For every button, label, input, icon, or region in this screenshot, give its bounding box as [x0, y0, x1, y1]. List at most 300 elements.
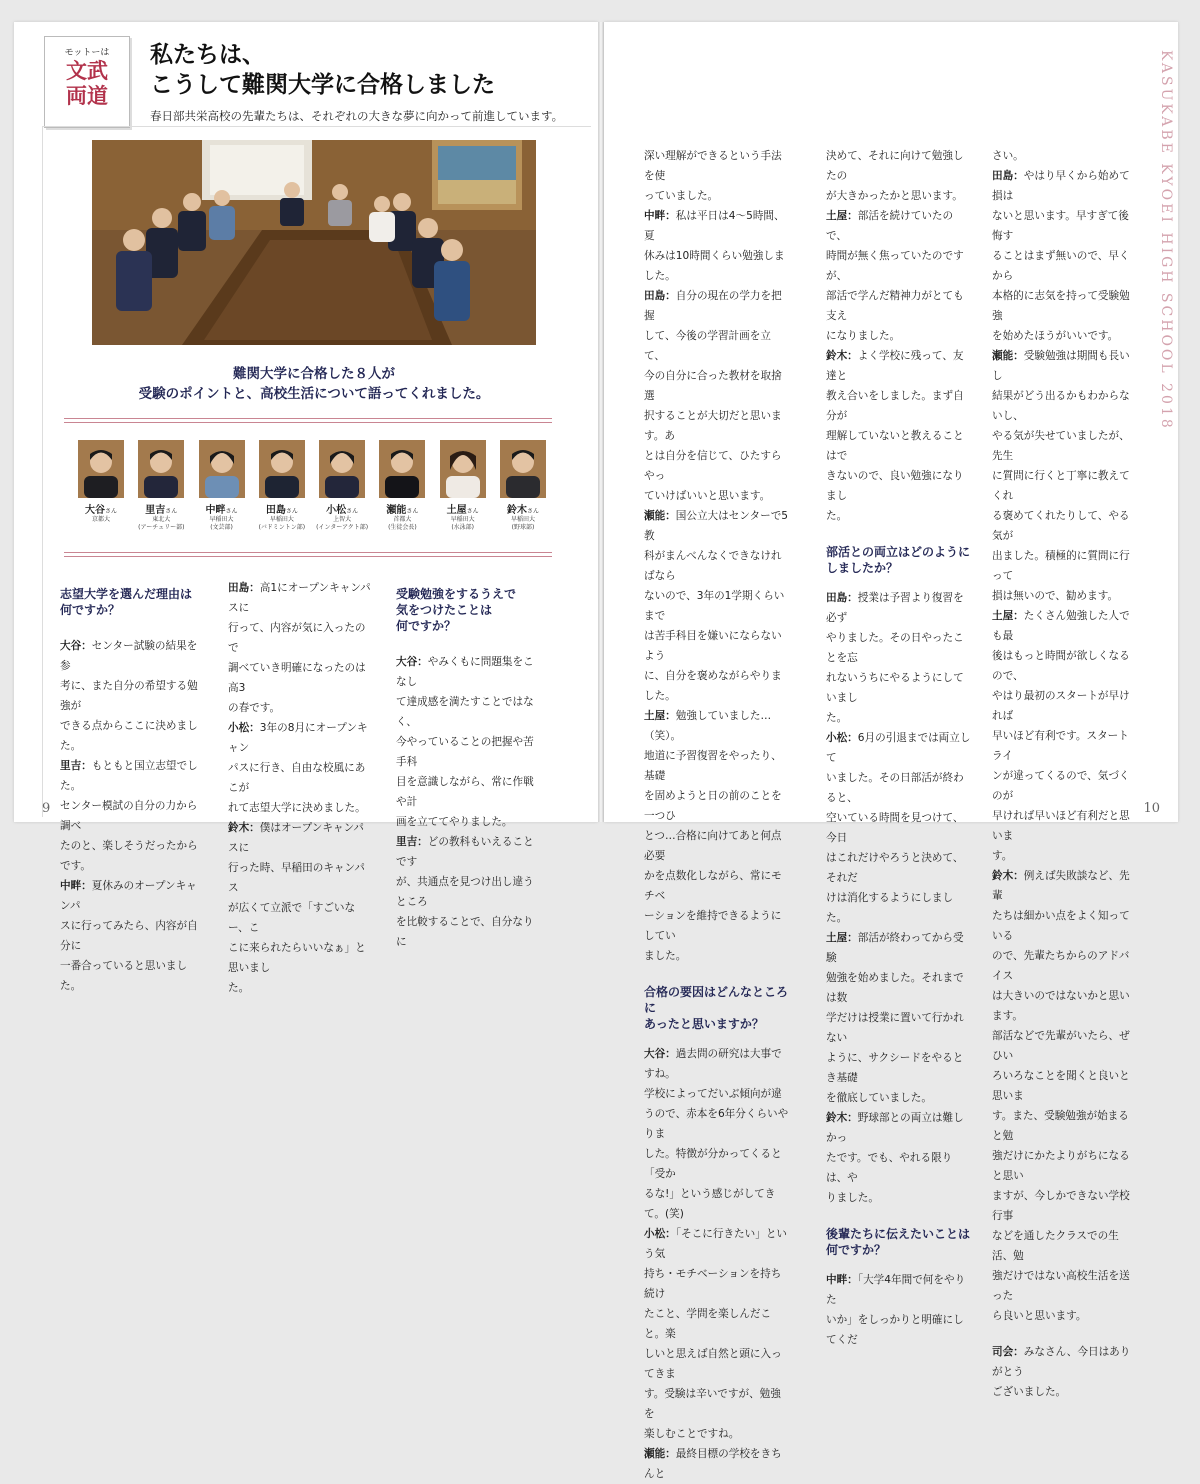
- speaker: 大谷：: [396, 656, 428, 668]
- student-school: 早稲田大: [209, 516, 234, 523]
- speech: た。: [826, 510, 848, 522]
- speaker: 土屋：: [826, 210, 858, 222]
- speech: 学だけは授業に置いて行かれない: [826, 1012, 964, 1044]
- dialogue-line: [228, 718, 374, 758]
- dialogue-line: [644, 946, 790, 966]
- speech: して、今後の学習計画を立て、: [644, 330, 771, 362]
- title-block: [150, 40, 590, 124]
- motto-line1: 文武: [66, 58, 108, 83]
- honorific: さん: [406, 508, 419, 515]
- portrait-photo: [319, 440, 365, 498]
- speech: 例えば失敗談など、先輩: [992, 870, 1130, 902]
- speech: 強だけにかたよりがちになると思い: [992, 1150, 1130, 1182]
- speaker: 瀬能：: [644, 1448, 676, 1460]
- dialogue-line: [992, 1146, 1138, 1186]
- dialogue-line: [644, 1424, 790, 1444]
- page-title-line1: 私たちは、: [150, 41, 265, 68]
- speaker: 土屋：: [826, 932, 858, 944]
- question-line: しましたか？: [826, 561, 899, 575]
- speech: 調べていき明確になったのは高3: [228, 662, 366, 694]
- dialogue-line: [826, 1108, 972, 1148]
- dialogue-line: [992, 1186, 1138, 1226]
- dialogue-line: [826, 728, 972, 768]
- speech: は大きいのではないかと思います。: [992, 990, 1130, 1022]
- speech: 教え合いをしました。まず自分が: [826, 390, 964, 422]
- dialogue-line: [826, 326, 972, 346]
- speech: ろいろなことを聞くと良いと思いま: [992, 1070, 1130, 1102]
- dialogue-line: [396, 872, 542, 912]
- dialogue-line: [644, 1304, 790, 1344]
- speech: 過去問の研究は大事ですね。: [644, 1048, 782, 1080]
- speech: いか」をしっかりと明確にしてくだ: [826, 1314, 964, 1346]
- dialogue-line: [396, 832, 542, 872]
- honorific: さん: [225, 508, 238, 515]
- dialogue-line: [826, 506, 972, 526]
- speech: 6月の引退までは両立して: [826, 732, 971, 764]
- portrait-photo: [500, 440, 546, 498]
- dialogue-line: [396, 692, 542, 732]
- speech: たのと、楽しそうだったからです。: [60, 840, 198, 872]
- page-title-line2: こうして難関大学に合格しました: [150, 71, 495, 98]
- speech: さい。: [992, 150, 1024, 162]
- speech: 部活などで先輩がいたら、ぜひい: [992, 1030, 1130, 1062]
- dialogue-line: [60, 796, 206, 836]
- dialogue-line: [826, 206, 972, 246]
- dialogue-line: [826, 928, 972, 968]
- dialogue-line: [644, 746, 790, 786]
- dialogue-line: [992, 686, 1138, 726]
- dialogue-line: [826, 346, 972, 386]
- dialogue-line: [60, 916, 206, 956]
- speech: に質問に行くと丁寧に教えてくれ: [992, 470, 1130, 502]
- speech: どの教科もいえることです: [396, 836, 534, 868]
- speech: 国公立大はセンターで5教: [644, 510, 789, 542]
- dialogue-line: [60, 636, 206, 676]
- speech: 出ました。積極的に質問に行って: [992, 550, 1130, 582]
- speech: 野球部との両立は難しかっ: [826, 1112, 964, 1144]
- page-number: 9: [42, 801, 51, 816]
- dialogue-line: [644, 486, 790, 506]
- dialogue-line: [644, 1264, 790, 1304]
- speaker: 土屋：: [992, 610, 1024, 622]
- dialogue-line: [992, 606, 1138, 646]
- speaker: 里吉：: [396, 836, 428, 848]
- speech: 私は平日は4～5時間、夏: [644, 210, 785, 242]
- dialogue-line: [228, 658, 374, 698]
- dialogue-line: [60, 956, 206, 996]
- speaker: 小松：: [644, 1228, 676, 1240]
- speaker: 田島：: [826, 592, 858, 604]
- speech: た。: [826, 712, 848, 724]
- speech: きないので、良い勉強になりまし: [826, 470, 964, 502]
- speech: とつ…合格に向けてあと何点必要: [644, 830, 782, 862]
- speech: やはり早くから始めて損は: [992, 170, 1130, 202]
- dialogue-line: [228, 798, 374, 818]
- dialogue-line: [644, 866, 790, 906]
- dialogue-line: [992, 546, 1138, 586]
- speech: 早いほど有利です。スタートライ: [992, 730, 1129, 762]
- speech: 地道に予習復習をやったり、基礎: [644, 750, 782, 782]
- student-school: 東北大: [152, 516, 171, 523]
- speaker: 鈴木：: [228, 822, 260, 834]
- speech: ないと思います。早すぎて後悔す: [992, 210, 1129, 242]
- column-2: [228, 578, 374, 998]
- speech: 強だけではない高校生活を送った: [992, 1270, 1130, 1302]
- dialogue-line: [644, 1444, 790, 1484]
- speech: かを点数化しながら、常にモチベ: [644, 870, 782, 902]
- dialogue-line: [228, 578, 374, 618]
- left-page: [14, 22, 598, 994]
- speech: いました。その日部活が終わると、: [826, 772, 964, 804]
- question-heading: [644, 984, 790, 1032]
- dialogue-line: [644, 1044, 790, 1084]
- speaker: 鈴木：: [826, 1112, 858, 1124]
- dialogue-line: [992, 466, 1138, 506]
- speech: やみくもに問題集をこなし: [396, 656, 534, 688]
- speech: 3年の8月にオープンキャン: [228, 722, 368, 754]
- dialogue-line: [644, 506, 790, 546]
- speech: 本格的に志気を持って受験勉強: [992, 290, 1130, 322]
- dialogue-line: [644, 146, 790, 186]
- dialogue-line: [644, 546, 790, 586]
- dialogue-line: [644, 826, 790, 866]
- dialogue-line: [826, 708, 972, 728]
- dialogue-line: [826, 1088, 972, 1108]
- closing-remarks: [992, 1342, 1138, 1402]
- dialogue-line: [644, 706, 790, 746]
- speech: 行った時、早稲田のキャンパス: [228, 862, 365, 894]
- dialogue-line: [644, 406, 790, 446]
- dialogue-line: [992, 386, 1138, 426]
- speaker: 瀬能：: [992, 350, 1024, 362]
- honorific: さん: [346, 508, 359, 515]
- speech: を徹底していました。: [826, 1092, 932, 1104]
- dialogue-line: [992, 846, 1138, 866]
- speech: ました。: [644, 950, 687, 962]
- speech: した。特徴が分かってくると「受か: [644, 1148, 782, 1180]
- dialogue-line: [826, 1148, 972, 1188]
- dialogue-line: [826, 246, 972, 286]
- speech: センター試験の結果を参: [60, 640, 198, 672]
- speech: す。: [992, 850, 1013, 862]
- dialogue-line: [826, 1270, 972, 1310]
- speaker: 小松：: [826, 732, 858, 744]
- student-name: 里吉: [145, 505, 166, 516]
- student-name: 瀬能: [386, 505, 407, 516]
- dialogue-line: [644, 626, 790, 666]
- dialogue-line: [992, 726, 1138, 766]
- question-heading: [826, 544, 972, 576]
- speech: けは消化するようにしました。: [826, 892, 954, 924]
- speaker: 大谷：: [60, 640, 92, 652]
- speaker: 鈴木：: [992, 870, 1024, 882]
- dialogue: [60, 636, 206, 996]
- speech: はこれだけやろうと決めて、それだ: [826, 852, 964, 884]
- speaker: 司会：: [992, 1346, 1024, 1358]
- speech: 高1にオープンキャンパスに: [228, 582, 371, 614]
- dialogue-line: [826, 286, 972, 326]
- dialogue-line: [826, 1008, 972, 1048]
- speech: よく学校に残って、友達と: [826, 350, 964, 382]
- student-card: [494, 440, 552, 532]
- question-line: 何ですか？: [826, 1243, 887, 1257]
- speech: 楽しむことですね。: [644, 1428, 740, 1440]
- speech: しいと思えば自然と頭に入ってきま: [644, 1348, 782, 1380]
- dialogue-line: [644, 786, 790, 826]
- dialogue-line: [992, 806, 1138, 846]
- dialogue-line: [644, 1344, 790, 1384]
- honorific: さん: [165, 508, 178, 515]
- student-card: [253, 440, 311, 532]
- dialogue-line: [228, 938, 374, 978]
- speech: になりました。: [826, 330, 901, 342]
- right-column-1: [644, 146, 790, 1484]
- dialogue-line: [228, 618, 374, 658]
- dialogue-line: [644, 286, 790, 326]
- speech: 夏休みのオープンキャンパ: [60, 880, 197, 912]
- dialogue-line: [60, 756, 206, 796]
- portrait-photo: [259, 440, 305, 498]
- speech: る褒めてくれたりして、やる気が: [992, 510, 1130, 542]
- dialogue-line: [644, 1184, 790, 1224]
- dialogue-line: [644, 586, 790, 626]
- speech: ることはまず無いので、早くから: [992, 250, 1130, 282]
- dialogue-line: [396, 912, 542, 952]
- dialogue-line: [992, 426, 1138, 466]
- student-school: 首都大: [393, 516, 412, 523]
- student-name: 土屋: [446, 505, 467, 516]
- question-heading: [396, 586, 542, 634]
- portrait-photo: [440, 440, 486, 498]
- dialogue-line: [992, 506, 1138, 546]
- speech: 時間が無く焦っていたのですが、: [826, 250, 964, 282]
- motto-label: モットーは: [64, 48, 110, 58]
- honorific: さん: [285, 508, 298, 515]
- speech: もともと国立志望でした。: [60, 760, 198, 792]
- speech: 今の自分に合った教材を取捨選: [644, 370, 782, 402]
- dialogue-line: [644, 246, 790, 286]
- motto-line2: 両道: [66, 83, 108, 108]
- dialogue-line: [826, 968, 972, 1008]
- speech: たちは細かい点をよく知っている: [992, 910, 1130, 942]
- dialogue-line: [826, 808, 972, 848]
- portrait-row: [72, 440, 552, 532]
- dialogue-line: [396, 652, 542, 692]
- dialogue-line: [992, 586, 1138, 606]
- dialogue-line: [826, 848, 972, 888]
- dialogue-line: [228, 978, 374, 998]
- right-column-3: [992, 146, 1138, 1402]
- question-line: 何ですか？: [396, 619, 457, 633]
- speech: たです。でも、やれる限りは、や: [826, 1152, 953, 1184]
- speech: が広くて立派で「すごいなー、こ: [228, 902, 356, 934]
- dialogue-line: [60, 676, 206, 716]
- student-name: 小松: [326, 505, 347, 516]
- student-school: 京都大: [91, 516, 110, 523]
- dialogue-line: [992, 246, 1138, 286]
- speaker: 土屋：: [644, 710, 676, 722]
- question-line: 合格の要因はどんなところに: [644, 985, 789, 1015]
- speaker: 鈴木：: [826, 350, 858, 362]
- dialogue-line: [992, 1306, 1138, 1326]
- speech: 画を立ててやりました。: [396, 816, 513, 828]
- student-card: [132, 440, 190, 532]
- speech: す。受験は辛いですが、勉強を: [644, 1388, 781, 1420]
- rule-top: [64, 418, 552, 423]
- dialogue-line: [826, 426, 972, 466]
- dialogue-line: [826, 588, 972, 628]
- dialogue-line: [992, 1026, 1138, 1066]
- speech: た。: [228, 982, 250, 994]
- speech: 損は無いので、勧めます。: [992, 590, 1119, 602]
- portrait-photo: [138, 440, 184, 498]
- dialogue-line: [992, 986, 1138, 1026]
- speech: 決めて、それに向けて勉強したの: [826, 150, 964, 182]
- speech: やはり最初のスタートが早ければ: [992, 690, 1130, 722]
- speech: スに行ってみたら、内容が自分に: [60, 920, 198, 952]
- dialogue-line: [992, 1106, 1138, 1146]
- speech: 択することが大切だと思います。あ: [644, 410, 782, 442]
- dialogue-line: [644, 326, 790, 366]
- column-3: [396, 586, 542, 952]
- dialogue-line: [396, 772, 542, 812]
- dialogue-line: [992, 1382, 1138, 1402]
- speech: やる気が失せていましたが、先生: [992, 430, 1130, 462]
- student-club: (文芸部): [210, 524, 233, 531]
- speech: 部活を続けていたので、: [826, 210, 954, 242]
- dialogue-line: [644, 186, 790, 206]
- dialogue-line: [644, 1104, 790, 1144]
- speaker: 中畔：: [826, 1274, 858, 1286]
- question-line: 部活との両立はどのように: [826, 545, 971, 559]
- speech: 行って、内容が気に入ったので: [228, 622, 366, 654]
- speech: ンが違ってくるので、気づくのが: [992, 770, 1130, 802]
- speech: っていました。: [644, 190, 719, 202]
- dialogue-line: [644, 366, 790, 406]
- dialogue-line: [60, 876, 206, 916]
- dialogue-line: [644, 906, 790, 946]
- student-name: 鈴木: [506, 505, 527, 516]
- speech: 学校によってだいぶ傾向が違: [644, 1088, 782, 1100]
- dialogue-line: [992, 646, 1138, 686]
- speech: が大きかったかと思います。: [826, 190, 963, 202]
- dialogue-line: [228, 898, 374, 938]
- speech: 考に、また自分の希望する勉強が: [60, 680, 198, 712]
- speech: 授業は予習より復習を必ず: [826, 592, 964, 624]
- student-school: 早稲田大: [269, 516, 294, 523]
- dialogue-line: [992, 286, 1138, 326]
- speech: に、自分を褒めながらやりました。: [644, 670, 782, 702]
- question-line: 何ですか？: [60, 603, 121, 617]
- speech: 早ければ早いほど有利だと思いま: [992, 810, 1130, 842]
- speech: 理解していないと教えることはで: [826, 430, 964, 462]
- student-name: 大谷: [84, 505, 105, 516]
- speech: ら良いと思います。: [992, 1310, 1087, 1322]
- vertical-title: KASUKABE KYOEI HIGH SCHOOL 2018: [1158, 50, 1174, 431]
- student-name: 中畔: [205, 505, 226, 516]
- speech: できる点からここに決めました。: [60, 720, 198, 752]
- dialogue-line: [644, 206, 790, 246]
- dialogue-line: [228, 858, 374, 898]
- dialogue-line: [826, 146, 972, 186]
- speech: て達成感を満たすことではなく、: [396, 696, 534, 728]
- speaker: 大谷：: [644, 1048, 676, 1060]
- dialogue-line: [644, 666, 790, 706]
- question-line: 気をつけたことは: [396, 603, 493, 617]
- dialogue-line: [992, 1266, 1138, 1306]
- speech: ーションを維持できるようにしてい: [644, 910, 782, 942]
- headline: [104, 364, 524, 404]
- portrait-photo: [379, 440, 425, 498]
- dialogue-line: [60, 836, 206, 876]
- speech: 勉強を始めました。それまでは数: [826, 972, 964, 1004]
- dialogue-line: [228, 818, 374, 858]
- speaker: 田島：: [228, 582, 260, 594]
- speech: センター模試の自分の力から調べ: [60, 800, 198, 832]
- dialogue-line: [826, 1048, 972, 1088]
- speech: 受験勉強は期間も長いし: [992, 350, 1130, 382]
- motto-box: [44, 36, 130, 128]
- speech: 後はもっと時間が欲しくなるので、: [992, 650, 1130, 682]
- dialogue-line: [644, 1224, 790, 1264]
- speaker: 中畔：: [60, 880, 92, 892]
- speech: 持ち・モチベーションを持ち続け: [644, 1268, 782, 1300]
- speech: たこと、学問を楽しんだこと。楽: [644, 1308, 772, 1340]
- dialogue-line: [826, 466, 972, 506]
- student-club: (水泳部): [451, 524, 475, 531]
- dialogue-line: [992, 866, 1138, 906]
- right-page: [604, 22, 1178, 1480]
- dialogue-line: [644, 1084, 790, 1104]
- column-1: [60, 586, 206, 996]
- speech: れないうちにやるようにしていまし: [826, 672, 964, 704]
- question-line: 後輩たちに伝えたいことは: [826, 1227, 971, 1241]
- speech: 一番合っていると思いました。: [60, 960, 188, 992]
- speech: 空いている時間を見つけて、今日: [826, 812, 964, 844]
- speech: やりました。その日やったことを忘: [826, 632, 964, 664]
- speech: 部活で学んだ精神力がとても支え: [826, 290, 964, 322]
- student-club: (生徒会長): [388, 524, 417, 531]
- student-club: (野球部): [511, 524, 535, 531]
- honorific: さん: [104, 508, 117, 515]
- dialogue-line: [826, 186, 972, 206]
- dialogue-line: [644, 446, 790, 486]
- portrait-photo: [78, 440, 124, 498]
- speech: 自分の現在の学力を把握: [644, 290, 782, 322]
- dialogue-line: [644, 1384, 790, 1424]
- dialogue-line: [992, 906, 1138, 946]
- dialogue-line: [992, 206, 1138, 246]
- page-number: 10: [1143, 801, 1160, 816]
- headline-line2: 受験のポイントと、高校生活について語ってくれました。: [138, 386, 490, 402]
- question-heading: [826, 1226, 972, 1258]
- speech: 「大学4年間で何をやりた: [826, 1274, 966, 1306]
- speech: す。また、受験勉強が始まると勉: [992, 1110, 1129, 1142]
- dialogue-line: [396, 732, 542, 772]
- speech: ないので、3年の1学期くらいまで: [644, 590, 785, 622]
- dialogue-line: [228, 758, 374, 798]
- question-heading: [60, 586, 206, 618]
- student-name: 田島: [265, 505, 286, 516]
- dialogue-line: [826, 1310, 972, 1350]
- speech: 深い理解ができるという手法を使: [644, 150, 782, 182]
- student-school: 早稲田大: [510, 516, 535, 523]
- speech: 僕はオープンキャンパスに: [228, 822, 365, 854]
- student-card: [434, 440, 492, 532]
- lead-text: 春日部共栄高校の先輩たちは、それぞれの大きな夢に向かって前進しています。: [150, 109, 564, 123]
- speech: を固めようと日の前のことを一つひ: [644, 790, 782, 822]
- speech: こに来られたらいいなぁ」と思いまし: [228, 942, 366, 974]
